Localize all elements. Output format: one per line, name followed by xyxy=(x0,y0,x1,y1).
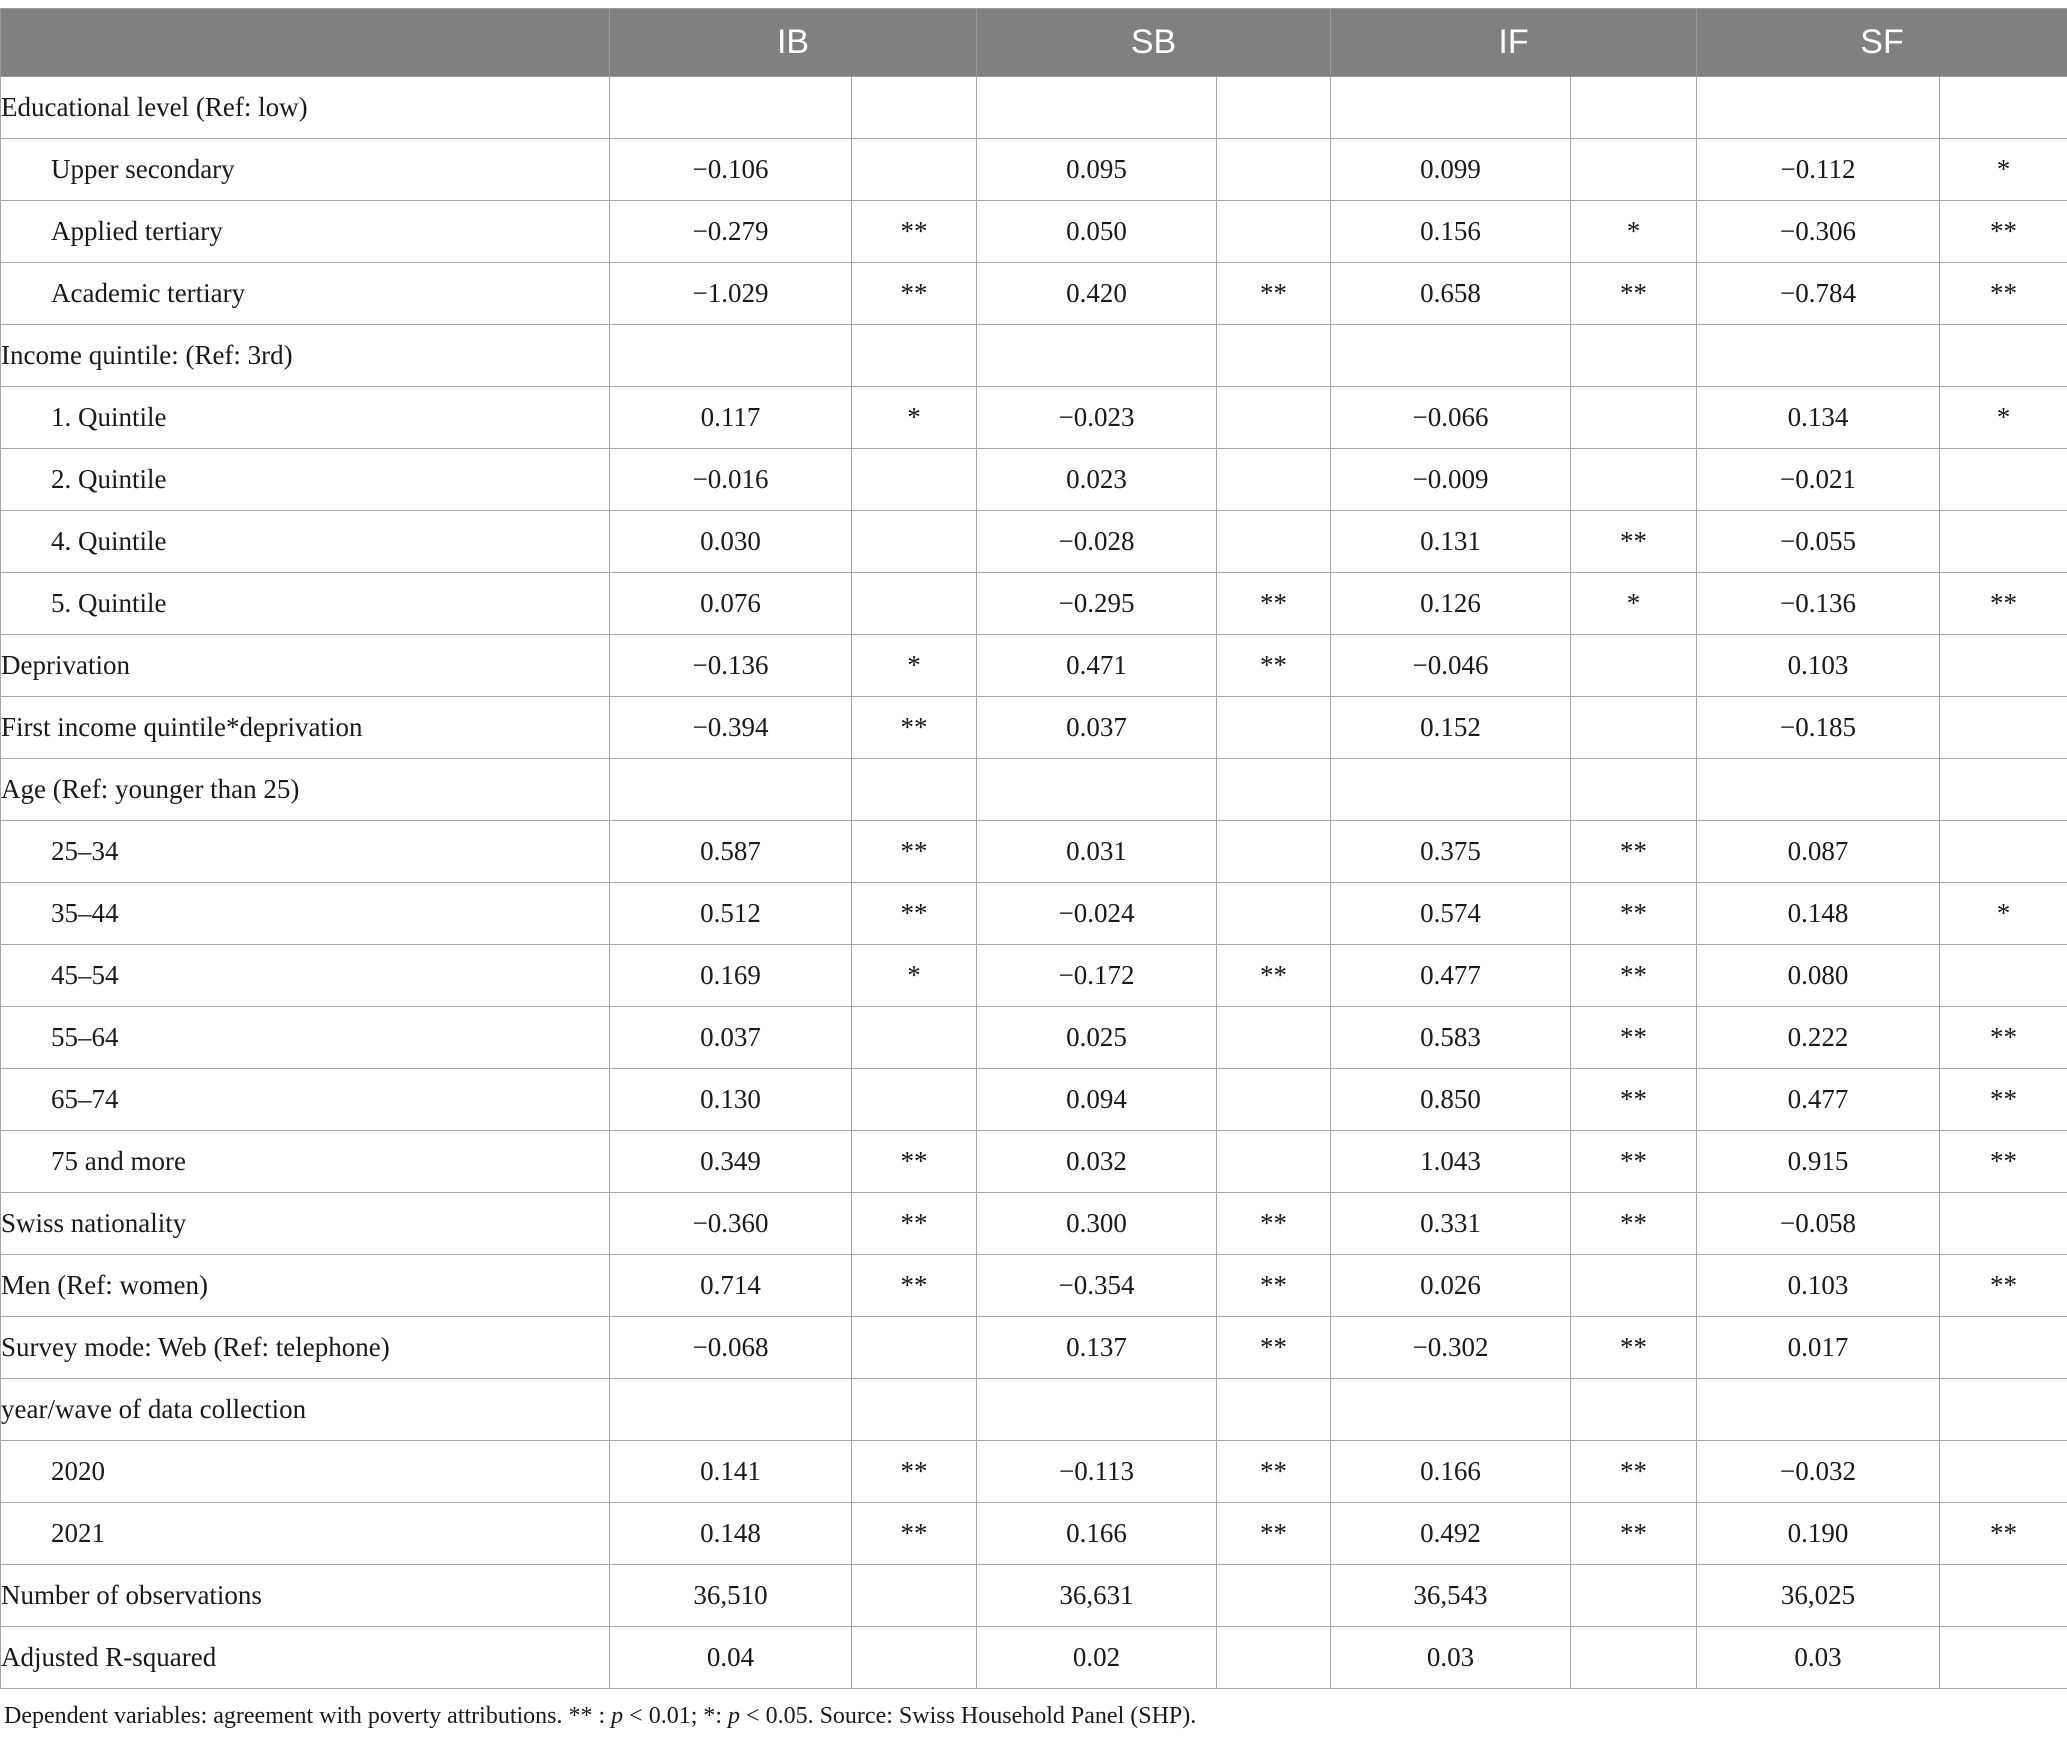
significance-if: ** xyxy=(1571,1441,1697,1503)
coefficient-if: 0.099 xyxy=(1331,139,1571,201)
significance-if: * xyxy=(1571,573,1697,635)
significance-ib: ** xyxy=(852,821,977,883)
coefficient-sf xyxy=(1697,325,1940,387)
table-row xyxy=(1,1131,2067,1193)
table-header xyxy=(1,9,2067,77)
significance-sb: ** xyxy=(1217,1503,1331,1565)
table-row xyxy=(1,1379,2067,1441)
coefficient-sb: 0.094 xyxy=(977,1069,1217,1131)
table-footnote xyxy=(4,1703,1196,1730)
coefficient-sb: −0.028 xyxy=(977,511,1217,573)
coefficient-sf xyxy=(1697,759,1940,821)
table-row xyxy=(1,1503,2067,1565)
coefficient-sb: 0.050 xyxy=(977,201,1217,263)
significance-if xyxy=(1571,697,1697,759)
row-label: Upper secondary xyxy=(1,139,610,201)
coefficient-if: 0.026 xyxy=(1331,1255,1571,1317)
row-label: 35–44 xyxy=(1,883,610,945)
coefficient-sb: 0.031 xyxy=(977,821,1217,883)
coefficient-sf: 0.477 xyxy=(1697,1069,1940,1131)
significance-sb xyxy=(1217,1131,1331,1193)
significance-sb: ** xyxy=(1217,1193,1331,1255)
coefficient-if: 0.152 xyxy=(1331,697,1571,759)
significance-ib xyxy=(852,1627,977,1689)
coefficient-if: 0.477 xyxy=(1331,945,1571,1007)
coefficient-sf: 0.080 xyxy=(1697,945,1940,1007)
significance-sf xyxy=(1940,759,2067,821)
coefficient-ib: 36,510 xyxy=(610,1565,852,1627)
coefficient-sb xyxy=(977,759,1217,821)
coefficient-ib: 0.349 xyxy=(610,1131,852,1193)
coefficient-sb: 0.02 xyxy=(977,1627,1217,1689)
significance-sb xyxy=(1217,201,1331,263)
coefficient-sb xyxy=(977,77,1217,139)
coefficient-sf: −0.032 xyxy=(1697,1441,1940,1503)
significance-ib xyxy=(852,77,977,139)
table-row xyxy=(1,1441,2067,1503)
significance-ib xyxy=(852,511,977,573)
table-row xyxy=(1,945,2067,1007)
coefficient-ib: 0.512 xyxy=(610,883,852,945)
coefficient-sf: 0.03 xyxy=(1697,1627,1940,1689)
coefficient-sf: 0.087 xyxy=(1697,821,1940,883)
row-label: Deprivation xyxy=(1,635,610,697)
significance-sb xyxy=(1217,511,1331,573)
significance-sf xyxy=(1940,821,2067,883)
significance-if xyxy=(1571,1627,1697,1689)
significance-ib: ** xyxy=(852,883,977,945)
coefficient-sb: 0.137 xyxy=(977,1317,1217,1379)
significance-sf xyxy=(1940,511,2067,573)
table-row xyxy=(1,263,2067,325)
table-row xyxy=(1,449,2067,511)
table-row xyxy=(1,1317,2067,1379)
coefficient-sb: 0.023 xyxy=(977,449,1217,511)
coefficient-ib: 0.148 xyxy=(610,1503,852,1565)
coefficient-sb: 0.025 xyxy=(977,1007,1217,1069)
column-header-ib: IB xyxy=(610,9,977,77)
significance-ib: * xyxy=(852,945,977,1007)
coefficient-if: 0.156 xyxy=(1331,201,1571,263)
coefficient-if: 0.131 xyxy=(1331,511,1571,573)
table-row xyxy=(1,201,2067,263)
row-label: 75 and more xyxy=(1,1131,610,1193)
table-row xyxy=(1,759,2067,821)
row-label: 2021 xyxy=(1,1503,610,1565)
coefficient-sb: 0.037 xyxy=(977,697,1217,759)
significance-sf: ** xyxy=(1940,573,2067,635)
row-label: 25–34 xyxy=(1,821,610,883)
significance-sf: ** xyxy=(1940,1131,2067,1193)
table-row xyxy=(1,511,2067,573)
footnote-text-2: < 0.01; *: xyxy=(623,1703,729,1729)
significance-sb xyxy=(1217,1007,1331,1069)
row-label: Educational level (Ref: low) xyxy=(1,77,610,139)
significance-sf: ** xyxy=(1940,1255,2067,1317)
coefficient-if: 0.375 xyxy=(1331,821,1571,883)
coefficient-ib: −0.136 xyxy=(610,635,852,697)
significance-if: ** xyxy=(1571,1069,1697,1131)
significance-sf: * xyxy=(1940,139,2067,201)
significance-ib: ** xyxy=(852,1503,977,1565)
significance-sb xyxy=(1217,697,1331,759)
coefficient-ib: −0.106 xyxy=(610,139,852,201)
coefficient-ib: 0.169 xyxy=(610,945,852,1007)
significance-sf xyxy=(1940,1317,2067,1379)
row-label: 5. Quintile xyxy=(1,573,610,635)
significance-if xyxy=(1571,1255,1697,1317)
table-row xyxy=(1,1069,2067,1131)
table-row xyxy=(1,1255,2067,1317)
significance-if: ** xyxy=(1571,883,1697,945)
significance-sb xyxy=(1217,387,1331,449)
row-label: Number of observations xyxy=(1,1565,610,1627)
coefficient-if: 0.583 xyxy=(1331,1007,1571,1069)
significance-sb: ** xyxy=(1217,635,1331,697)
significance-sf: ** xyxy=(1940,1007,2067,1069)
significance-ib xyxy=(852,325,977,387)
significance-ib: ** xyxy=(852,697,977,759)
coefficient-if: −0.302 xyxy=(1331,1317,1571,1379)
coefficient-ib xyxy=(610,759,852,821)
coefficient-sb: −0.113 xyxy=(977,1441,1217,1503)
significance-ib xyxy=(852,1007,977,1069)
significance-sb: ** xyxy=(1217,263,1331,325)
row-label: Swiss nationality xyxy=(1,1193,610,1255)
coefficient-sb: −0.354 xyxy=(977,1255,1217,1317)
coefficient-sf xyxy=(1697,77,1940,139)
significance-sf: ** xyxy=(1940,1069,2067,1131)
significance-if: ** xyxy=(1571,1131,1697,1193)
coefficient-if xyxy=(1331,77,1571,139)
coefficient-if xyxy=(1331,1379,1571,1441)
coefficient-sf: −0.136 xyxy=(1697,573,1940,635)
significance-sf: ** xyxy=(1940,201,2067,263)
significance-sf xyxy=(1940,697,2067,759)
row-label: Survey mode: Web (Ref: telephone) xyxy=(1,1317,610,1379)
significance-ib xyxy=(852,449,977,511)
table-row xyxy=(1,1193,2067,1255)
row-label: Age (Ref: younger than 25) xyxy=(1,759,610,821)
coefficient-sb: −0.172 xyxy=(977,945,1217,1007)
coefficient-sf: −0.058 xyxy=(1697,1193,1940,1255)
coefficient-if: 0.658 xyxy=(1331,263,1571,325)
row-label: 2. Quintile xyxy=(1,449,610,511)
significance-if: ** xyxy=(1571,821,1697,883)
coefficient-sb xyxy=(977,325,1217,387)
significance-if xyxy=(1571,77,1697,139)
table-row xyxy=(1,1007,2067,1069)
significance-sb xyxy=(1217,1069,1331,1131)
regression-table xyxy=(0,8,2067,1689)
table-row xyxy=(1,883,2067,945)
significance-if xyxy=(1571,387,1697,449)
row-label: Adjusted R-squared xyxy=(1,1627,610,1689)
significance-sf: * xyxy=(1940,387,2067,449)
coefficient-sb: 0.095 xyxy=(977,139,1217,201)
significance-sb xyxy=(1217,883,1331,945)
significance-ib xyxy=(852,139,977,201)
coefficient-ib xyxy=(610,1379,852,1441)
significance-if: ** xyxy=(1571,945,1697,1007)
significance-if: ** xyxy=(1571,1503,1697,1565)
table-row xyxy=(1,387,2067,449)
significance-if: ** xyxy=(1571,511,1697,573)
row-label: 55–64 xyxy=(1,1007,610,1069)
table-wrapper xyxy=(0,8,2067,1689)
coefficient-sb: 36,631 xyxy=(977,1565,1217,1627)
coefficient-ib: −1.029 xyxy=(610,263,852,325)
row-label: 4. Quintile xyxy=(1,511,610,573)
significance-sb xyxy=(1217,139,1331,201)
significance-if xyxy=(1571,449,1697,511)
significance-sb xyxy=(1217,325,1331,387)
coefficient-if xyxy=(1331,759,1571,821)
header-row xyxy=(1,9,2067,77)
coefficient-ib: 0.587 xyxy=(610,821,852,883)
coefficient-if: −0.066 xyxy=(1331,387,1571,449)
significance-sf: * xyxy=(1940,883,2067,945)
significance-sb: ** xyxy=(1217,573,1331,635)
footnote-p-2: p xyxy=(728,1703,741,1729)
significance-sb xyxy=(1217,449,1331,511)
significance-ib xyxy=(852,573,977,635)
table-row xyxy=(1,635,2067,697)
significance-if xyxy=(1571,139,1697,201)
coefficient-ib: 0.117 xyxy=(610,387,852,449)
coefficient-sb: 0.166 xyxy=(977,1503,1217,1565)
significance-sb xyxy=(1217,1627,1331,1689)
coefficient-sf: 36,025 xyxy=(1697,1565,1940,1627)
coefficient-sf: 0.103 xyxy=(1697,635,1940,697)
coefficient-sf: −0.055 xyxy=(1697,511,1940,573)
significance-ib xyxy=(852,1379,977,1441)
significance-sf xyxy=(1940,1627,2067,1689)
row-label: year/wave of data collection xyxy=(1,1379,610,1441)
row-label: Applied tertiary xyxy=(1,201,610,263)
column-header-sf: SF xyxy=(1697,9,2067,77)
table-row xyxy=(1,325,2067,387)
significance-sf xyxy=(1940,1379,2067,1441)
significance-ib: * xyxy=(852,635,977,697)
significance-if: ** xyxy=(1571,1317,1697,1379)
significance-sf xyxy=(1940,945,2067,1007)
significance-ib: ** xyxy=(852,1255,977,1317)
significance-sf xyxy=(1940,1565,2067,1627)
coefficient-sb: 0.300 xyxy=(977,1193,1217,1255)
significance-if: ** xyxy=(1571,1193,1697,1255)
coefficient-ib: 0.030 xyxy=(610,511,852,573)
significance-ib xyxy=(852,759,977,821)
significance-sb xyxy=(1217,1565,1331,1627)
coefficient-ib: −0.360 xyxy=(610,1193,852,1255)
coefficient-if: 0.850 xyxy=(1331,1069,1571,1131)
significance-ib: ** xyxy=(852,1441,977,1503)
coefficient-ib: 0.714 xyxy=(610,1255,852,1317)
coefficient-ib xyxy=(610,77,852,139)
significance-sb: ** xyxy=(1217,1441,1331,1503)
column-header-sb: SB xyxy=(977,9,1331,77)
significance-if xyxy=(1571,325,1697,387)
significance-sf xyxy=(1940,325,2067,387)
coefficient-sb: 0.471 xyxy=(977,635,1217,697)
significance-sb xyxy=(1217,1379,1331,1441)
table-body xyxy=(1,77,2067,1689)
significance-if: ** xyxy=(1571,263,1697,325)
coefficient-if: 36,543 xyxy=(1331,1565,1571,1627)
table-row xyxy=(1,697,2067,759)
row-label: Men (Ref: women) xyxy=(1,1255,610,1317)
coefficient-sb: 0.032 xyxy=(977,1131,1217,1193)
coefficient-sf xyxy=(1697,1379,1940,1441)
significance-sf: ** xyxy=(1940,1503,2067,1565)
coefficient-sf: 0.103 xyxy=(1697,1255,1940,1317)
coefficient-if: 0.331 xyxy=(1331,1193,1571,1255)
significance-ib xyxy=(852,1069,977,1131)
coefficient-sf: 0.148 xyxy=(1697,883,1940,945)
significance-if xyxy=(1571,1379,1697,1441)
significance-sf xyxy=(1940,1193,2067,1255)
coefficient-sf: −0.185 xyxy=(1697,697,1940,759)
significance-sb: ** xyxy=(1217,1255,1331,1317)
row-label: Academic tertiary xyxy=(1,263,610,325)
coefficient-sf: 0.134 xyxy=(1697,387,1940,449)
row-label: First income quintile*deprivation xyxy=(1,697,610,759)
coefficient-sf: 0.915 xyxy=(1697,1131,1940,1193)
significance-sb: ** xyxy=(1217,945,1331,1007)
significance-sb xyxy=(1217,77,1331,139)
coefficient-if: 1.043 xyxy=(1331,1131,1571,1193)
coefficient-ib: 0.141 xyxy=(610,1441,852,1503)
significance-if xyxy=(1571,759,1697,821)
significance-sf xyxy=(1940,635,2067,697)
significance-sb xyxy=(1217,821,1331,883)
coefficient-ib: 0.037 xyxy=(610,1007,852,1069)
coefficient-ib: 0.04 xyxy=(610,1627,852,1689)
significance-if xyxy=(1571,1565,1697,1627)
column-header-if: IF xyxy=(1331,9,1697,77)
row-label: Income quintile: (Ref: 3rd) xyxy=(1,325,610,387)
coefficient-sb: −0.023 xyxy=(977,387,1217,449)
coefficient-sf: −0.784 xyxy=(1697,263,1940,325)
footnote-text-3: < 0.05. Source: Swiss Household Panel (SHP). xyxy=(740,1703,1197,1729)
coefficient-ib xyxy=(610,325,852,387)
significance-if xyxy=(1571,635,1697,697)
significance-if: * xyxy=(1571,201,1697,263)
coefficient-ib: −0.394 xyxy=(610,697,852,759)
coefficient-sf: 0.190 xyxy=(1697,1503,1940,1565)
table-row xyxy=(1,821,2067,883)
significance-ib: ** xyxy=(852,1193,977,1255)
significance-ib: ** xyxy=(852,1131,977,1193)
row-label: 45–54 xyxy=(1,945,610,1007)
significance-if: ** xyxy=(1571,1007,1697,1069)
significance-sb xyxy=(1217,759,1331,821)
significance-ib xyxy=(852,1317,977,1379)
coefficient-if: 0.574 xyxy=(1331,883,1571,945)
significance-sf: ** xyxy=(1940,263,2067,325)
coefficient-if: 0.166 xyxy=(1331,1441,1571,1503)
coefficient-sf: 0.017 xyxy=(1697,1317,1940,1379)
coefficient-if xyxy=(1331,325,1571,387)
coefficient-ib: 0.076 xyxy=(610,573,852,635)
coefficient-ib: −0.016 xyxy=(610,449,852,511)
row-label: 65–74 xyxy=(1,1069,610,1131)
coefficient-sb: −0.024 xyxy=(977,883,1217,945)
table-row xyxy=(1,77,2067,139)
coefficient-sb xyxy=(977,1379,1217,1441)
coefficient-if: −0.009 xyxy=(1331,449,1571,511)
significance-ib: ** xyxy=(852,201,977,263)
significance-sb: ** xyxy=(1217,1317,1331,1379)
significance-sf xyxy=(1940,77,2067,139)
coefficient-if: −0.046 xyxy=(1331,635,1571,697)
coefficient-ib: −0.279 xyxy=(610,201,852,263)
coefficient-ib: 0.130 xyxy=(610,1069,852,1131)
significance-ib xyxy=(852,1565,977,1627)
coefficient-sf: −0.306 xyxy=(1697,201,1940,263)
row-label: 2020 xyxy=(1,1441,610,1503)
coefficient-if: 0.03 xyxy=(1331,1627,1571,1689)
coefficient-ib: −0.068 xyxy=(610,1317,852,1379)
significance-sf xyxy=(1940,449,2067,511)
coefficient-if: 0.492 xyxy=(1331,1503,1571,1565)
significance-ib: * xyxy=(852,387,977,449)
significance-ib: ** xyxy=(852,263,977,325)
coefficient-sf: 0.222 xyxy=(1697,1007,1940,1069)
coefficient-sf: −0.112 xyxy=(1697,139,1940,201)
row-label: 1. Quintile xyxy=(1,387,610,449)
table-row xyxy=(1,1627,2067,1689)
table-row xyxy=(1,573,2067,635)
coefficient-sf: −0.021 xyxy=(1697,449,1940,511)
significance-sf xyxy=(1940,1441,2067,1503)
table-row xyxy=(1,139,2067,201)
coefficient-sb: 0.420 xyxy=(977,263,1217,325)
footnote-text-1: Dependent variables: agreement with poverty attributions. ** : xyxy=(4,1703,612,1729)
table-row xyxy=(1,1565,2067,1627)
coefficient-if: 0.126 xyxy=(1331,573,1571,635)
coefficient-sb: −0.295 xyxy=(977,573,1217,635)
header-corner xyxy=(1,9,610,77)
footnote-p-1: p xyxy=(611,1703,624,1729)
